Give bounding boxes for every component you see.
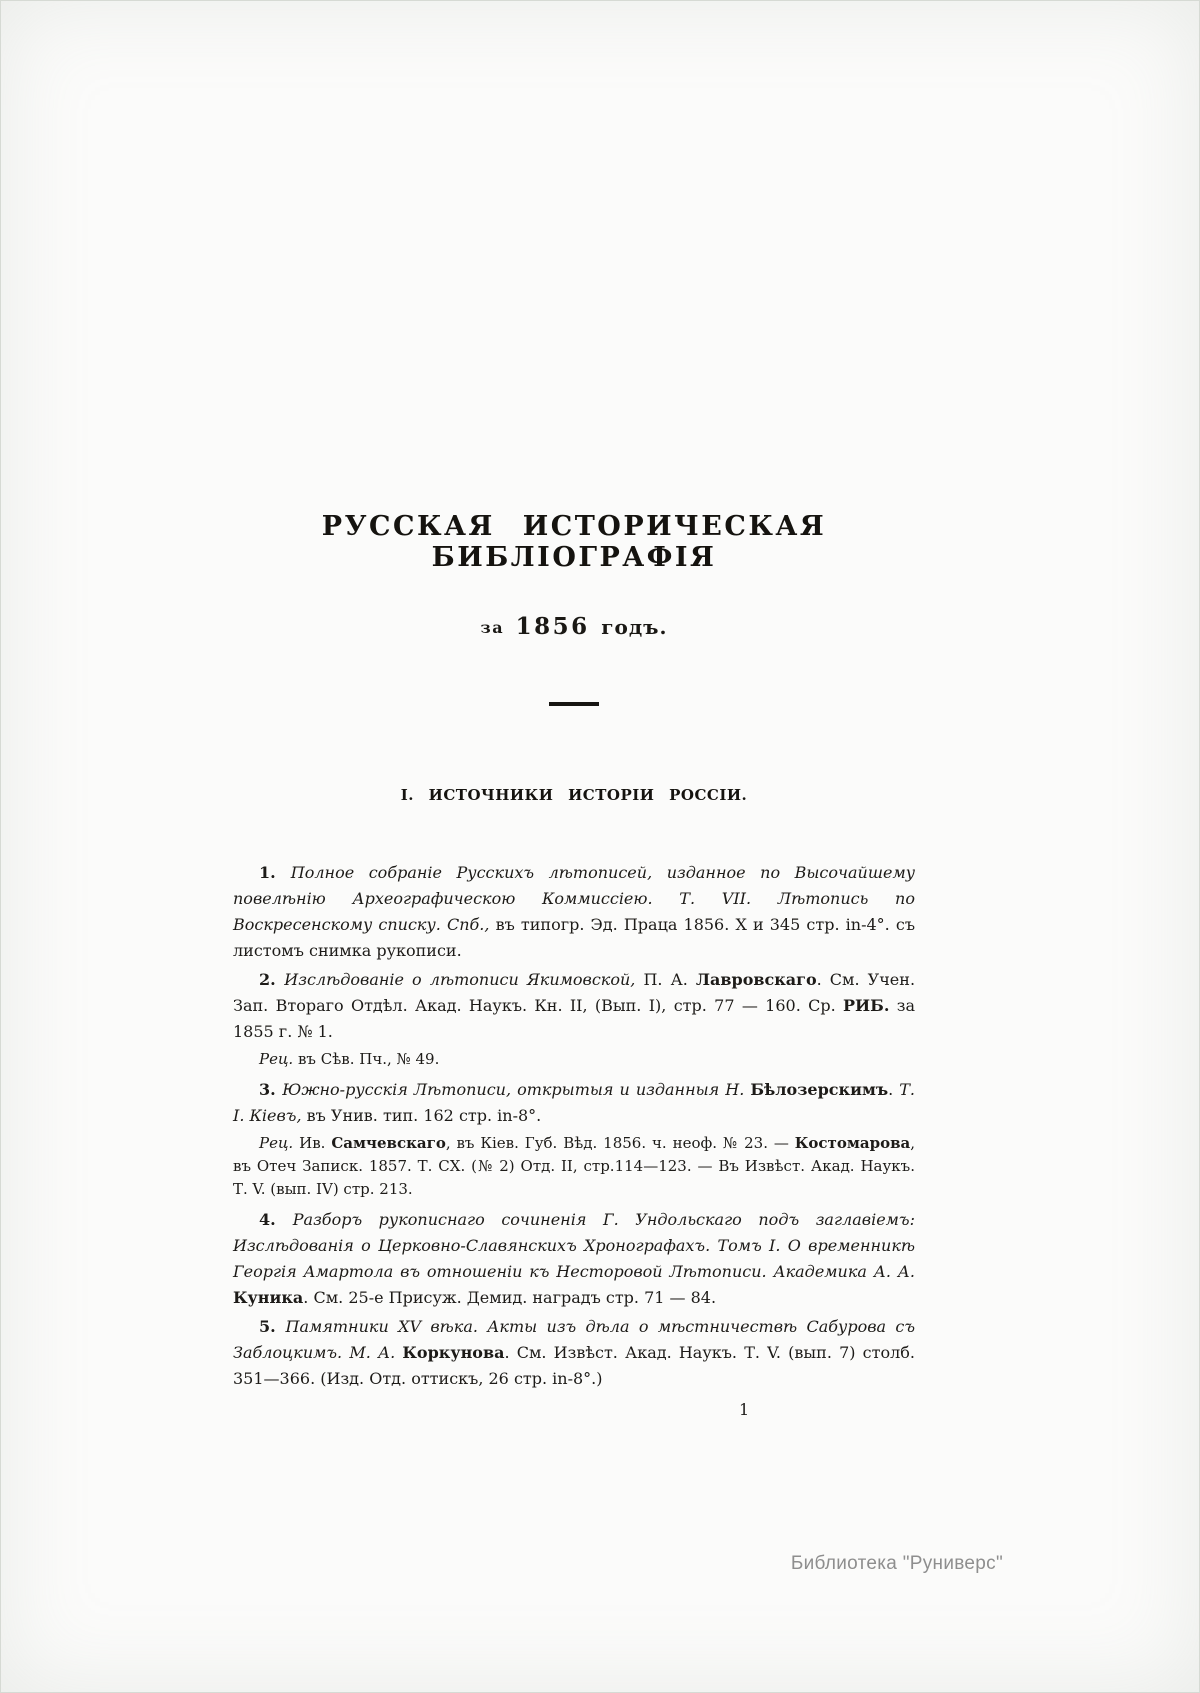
text-run: Южно-русскія Лѣтописи, открытыя и изданныя Н. [282,1080,751,1099]
text-run: . См. Извѣст. Акад. Наукъ. Т. V. (вып. 7) столб. 351—366. (Изд. Отд. оттискъ, 26 стр. in-8°.) [233,1343,916,1388]
text-run: РИБ. [843,996,890,1015]
text-run: Рец. [259,1050,294,1068]
text-run: , въ Кіев. Губ. Вѣд. 1856. ч. неоф. № 23. — [445,1134,795,1152]
page-title: РУССКАЯ ИСТОРИЧЕСКАЯ БИБЛІОГРАФІЯ [321,511,827,573]
bibliography-entry [233,967,915,1045]
bibliography-entry [233,860,915,964]
text-run: Т. I. Кіевъ, [233,1080,915,1125]
text-run: Полное собраніе Русскихъ лѣтописей, изданное по Высочайшему повелѣнію Археографическою Коммиссіею. Т. VII. Лѣтопись по Воскресенскому списку. Спб., [233,863,915,934]
text-column [233,1,915,1419]
bibliography-entry [233,1314,915,1392]
text-run: 4. [259,1210,293,1229]
bibliography-entry [233,1077,915,1129]
text-run: Бѣлозерскимъ [750,1080,889,1099]
text-run: въ Сѣв. Пч., № 49. [293,1050,440,1068]
text-run: . См. 25-е Присуж. Демид. наградъ стр. 71 — 84. [303,1288,717,1307]
text-run: въ Унив. тип. 162 стр. in-8°. [301,1106,542,1125]
review-note [233,1132,915,1201]
library-watermark: Библиотека "Руниверс" [790,1553,1003,1574]
text-run: Изслѣдованіе о лѣтописи Якимовской, [284,970,644,989]
text-run: Ив. [293,1134,332,1152]
text-run: Куника [233,1288,304,1307]
subtitle-year: 1856 [515,613,590,640]
text-run: за 1855 г. № 1. [233,996,915,1041]
text-run: . [888,1080,900,1099]
text-run: Коркунова [402,1343,505,1362]
text-run: , въ Отеч Записк. 1857. Т. CX. (№ 2) Отд. II, стр.114—123. — Въ Извѣст. Акад. Наукъ. Т. V. (вып. IV) стр. 213. [233,1134,915,1198]
text-run: П. А. [643,970,696,989]
text-run: Рец. [259,1134,294,1152]
bibliography-entry [233,1207,915,1311]
subtitle-prefix: за [480,618,505,637]
review-note [233,1048,915,1071]
text-run: Разборъ рукописнаго сочиненія Г. Ундольскаго подъ заглавіемъ: Изслѣдованія о Церковно-Славянскихъ Хронографахъ. Томъ I. О временникѣ Георгія Амартола въ отношеніи къ Несторовой Лѣтописи. Академика А. А. [233,1210,915,1281]
page-subtitle [233,613,915,640]
section-heading: I. ИСТОЧНИКИ ИСТОРІИ РОССІИ. [400,786,748,804]
text-run: . См. Учен. Зап. Втораго Отдѣл. Акад. Наукъ. Кн. II, (Вып. I), стр. 77 — 160. Ср. [233,970,916,1015]
text-run: Костомарова [794,1134,911,1152]
text-run: Самчевскаго [331,1134,446,1152]
text-run: 2. [259,970,285,989]
text-run: 5. [259,1317,286,1336]
text-run: 3. [259,1080,283,1099]
page-number: 1 [739,1400,750,1419]
subtitle-suffix: годъ. [601,615,668,639]
text-run: Памятники XV вѣка. Акты изъ дѣла о мѣстничествѣ Сабурова съ Заблоцкимъ. М. А. [233,1317,916,1362]
text-run: Лавровскаго [695,970,817,989]
text-run: въ типогр. Эд. Праца 1856. X и 345 стр. in-4°. съ листомъ снимка рукописи. [233,915,916,960]
bibliography-entries [233,860,915,1392]
section-divider [549,702,599,706]
text-run: 1. [259,863,291,882]
